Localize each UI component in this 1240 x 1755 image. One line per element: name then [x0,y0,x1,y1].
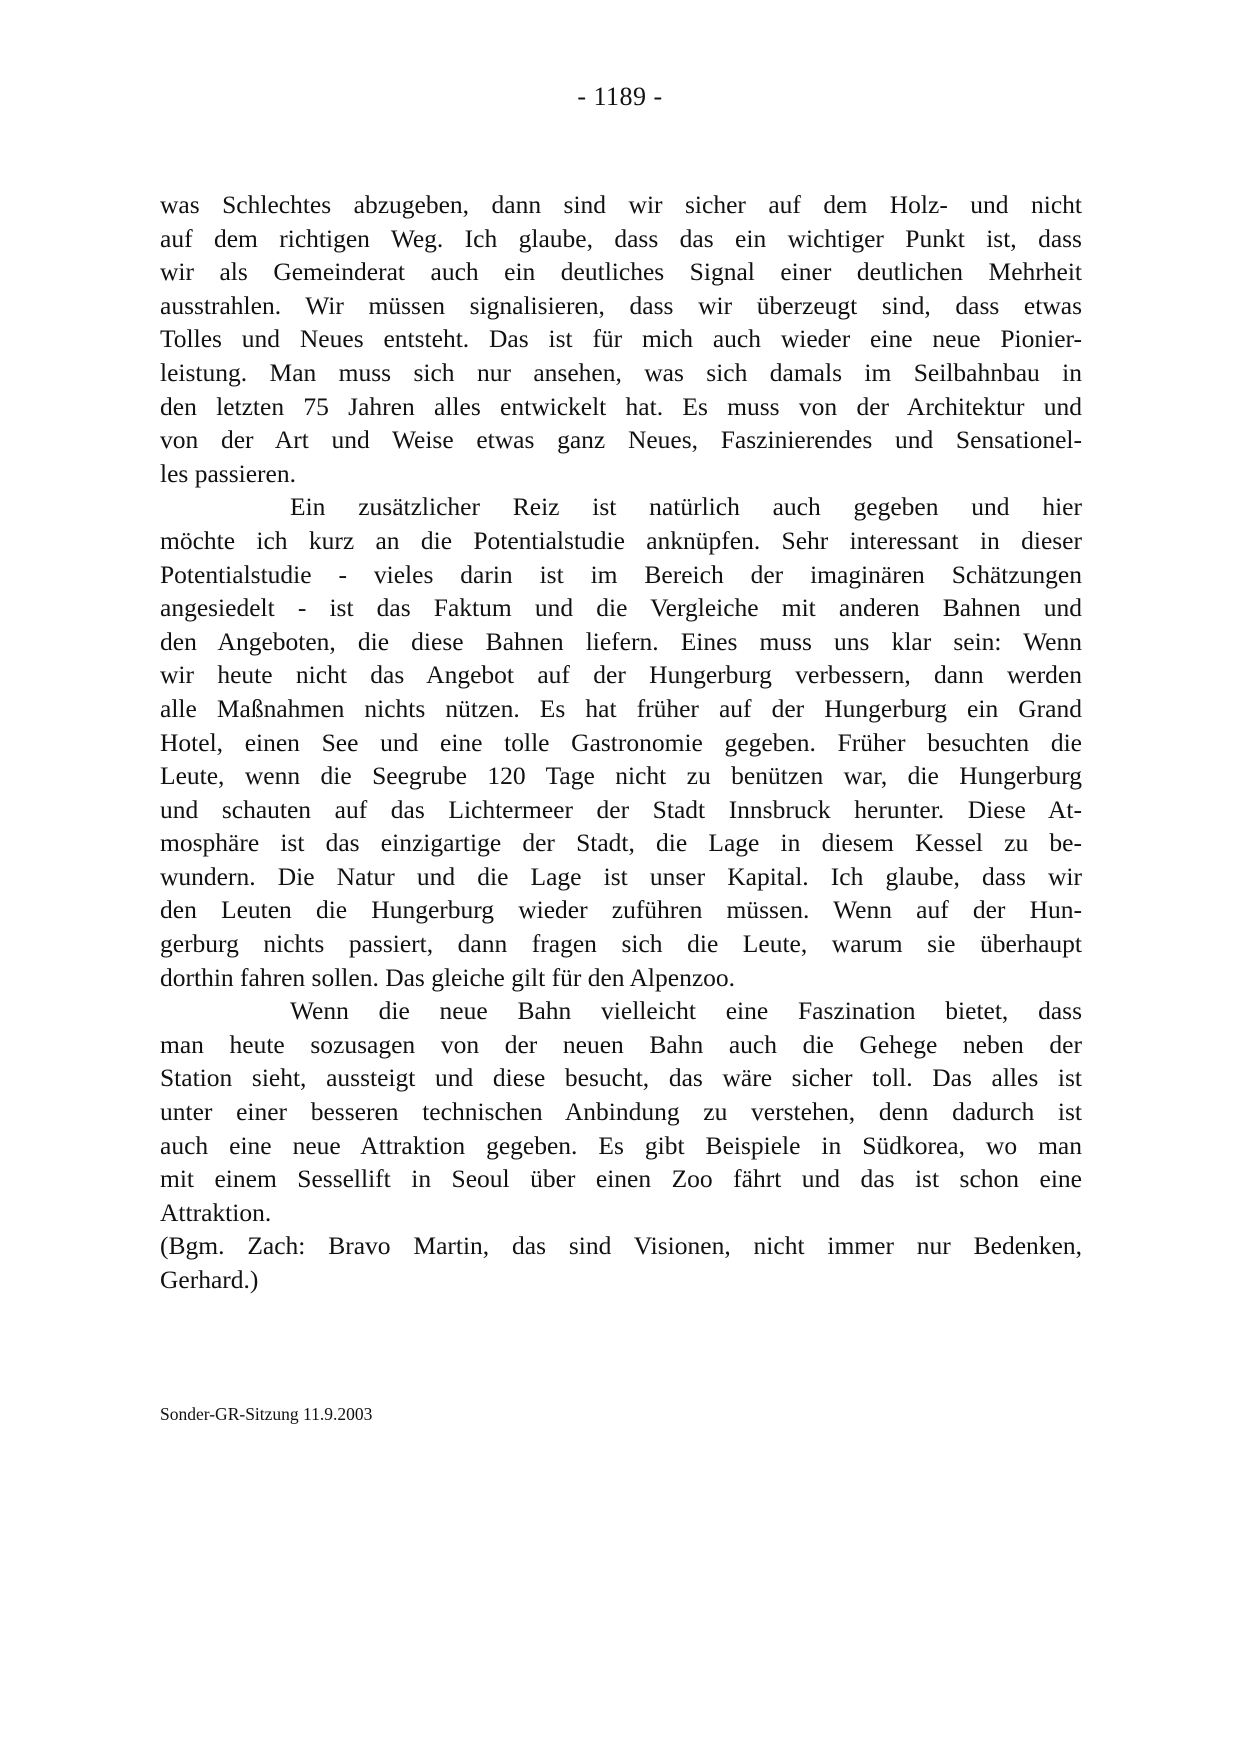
text-line: mit einem Sessellift in Seoul über einen Zoo fährt und das ist schon eine [160,1164,1082,1194]
text-line: unter einer besseren technischen Anbindung zu verstehen, denn dadurch ist [160,1097,1082,1127]
text-line: gerburg nichts passiert, dann fragen sich die Leute, warum sie überhaupt [160,929,1082,959]
text-line: les passieren. [160,458,296,488]
text-line: wir als Gemeinderat auch ein deutliches Signal einer deutlichen Mehrheit [160,257,1082,287]
text-line: leistung. Man muss sich nur ansehen, was sich damals im Seilbahnbau in [160,357,1082,387]
text-line: und schauten auf das Lichtermeer der Stadt Innsbruck herunter. Diese At- [160,794,1082,824]
paragraph [160,188,1082,490]
text-line: dorthin fahren sollen. Das gleiche gilt für den Alpenzoo. [160,962,736,992]
text-line: ausstrahlen. Wir müssen signalisieren, dass wir überzeugt sind, dass etwas [160,290,1082,320]
paragraph [160,1229,1082,1296]
text-line: Leute, wenn die Seegrube 120 Tage nicht zu benützen war, die Hungerburg [160,761,1082,791]
paragraph [160,490,1082,994]
text-line: wundern. Die Natur und die Lage ist unser Kapital. Ich glaube, dass wir [160,861,1082,891]
page-number: - 1189 - [577,82,663,111]
text-line: mosphäre ist das einzigartige der Stadt, die Lage in diesem Kessel zu be- [160,828,1082,858]
text-line: Hotel, einen See und eine tolle Gastronomie gegeben. Früher besuchten die [160,727,1082,757]
text-line: von der Art und Weise etwas ganz Neues, Faszinierendes und Sensationel- [160,425,1082,455]
text-line: den letzten 75 Jahren alles entwickelt hat. Es muss von der Architektur und [160,391,1082,421]
text-line: alle Maßnahmen nichts nützen. Es hat früher auf der Hungerburg ein Grand [160,693,1082,723]
text-line: möchte ich kurz an die Potentialstudie anknüpfen. Sehr interessant in dieser [160,525,1082,555]
text-line: angesiedelt - ist das Faktum und die Vergleiche mit anderen Bahnen und [160,593,1082,623]
text-line: Tolles und Neues entsteht. Das ist für mich auch wieder eine neue Pionier- [160,324,1082,354]
text-line: Attraktion. [160,1197,272,1227]
text-line: auf dem richtigen Weg. Ich glaube, dass das ein wichtiger Punkt ist, dass [160,223,1082,253]
text-line: man heute sozusagen von der neuen Bahn auch die Gehege neben der [160,1029,1082,1059]
text-line: wir heute nicht das Angebot auf der Hungerburg verbessern, dann werden [160,660,1082,690]
text-line: den Leuten die Hungerburg wieder zuführen müssen. Wenn auf der Hun- [160,895,1082,925]
text-line: den Angeboten, die diese Bahnen liefern. Eines muss uns klar sein: Wenn [160,626,1082,656]
text-line: auch eine neue Attraktion gegeben. Es gibt Beispiele in Südkorea, wo man [160,1130,1082,1160]
text-line: (Bgm. Zach: Bravo Martin, das sind Visionen, nicht immer nur Bedenken, [160,1231,1082,1261]
text-line: was Schlechtes abzugeben, dann sind wir sicher auf dem Holz- und nicht [160,190,1082,219]
paragraph [160,994,1082,1229]
document-body [160,188,1082,1297]
text-line: Potentialstudie - vieles darin ist im Bereich der imaginären Schätzungen [160,559,1082,589]
text-line: Ein zusätzlicher Reiz ist natürlich auch gegeben und hier [290,492,1082,522]
text-line: Station sieht, aussteigt und diese besucht, das wäre sicher toll. Das alles ist [160,1063,1082,1093]
footer-session-label: Sonder-GR-Sitzung 11.9.2003 [160,1404,373,1424]
text-line: Wenn die neue Bahn vielleicht eine Faszination bietet, dass [290,996,1082,1026]
text-line: Gerhard.) [160,1265,259,1294]
